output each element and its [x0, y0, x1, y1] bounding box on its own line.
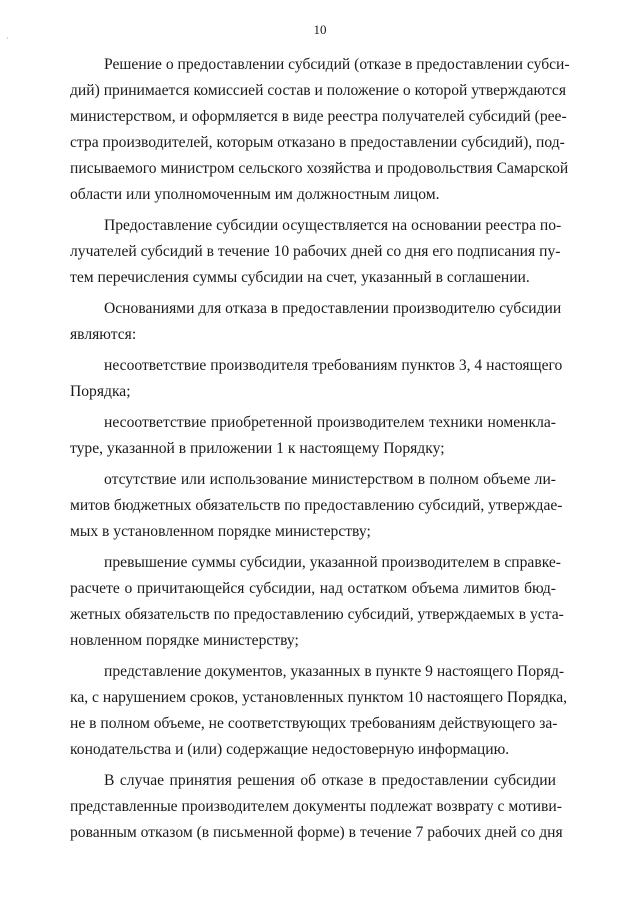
text-line: несоответствие приобретенной производителем техники номенкла-	[104, 414, 556, 431]
text-line: туре, указанной в приложении 1 к настоящему Порядку;	[70, 440, 445, 457]
text-line: отсутствие или использование министерством в полном объеме ли-	[104, 471, 556, 488]
text-line: не в полном объеме, не соответствующих требованиям действующего за-	[70, 715, 558, 732]
text-line: являются:	[70, 326, 137, 343]
text-line: представление документов, указанных в пункте 9 настоящего Поряд-	[104, 663, 565, 680]
text-line: жетных обязательств по предоставлению субсидий, утверждаемых в уста-	[70, 606, 564, 623]
text-line: министерством, и оформляется в виде реестра получателей субсидий (рее-	[70, 108, 567, 125]
list-item-requirements	[70, 353, 563, 405]
text-line: расчете о причитающейся субсидии, над остатком объема лимитов бюд-	[70, 580, 556, 597]
text-line: писываемого министром сельского хозяйства и продовольствия Самарской	[70, 160, 569, 177]
text-line: Предоставление субсидии осуществляется на основании реестра по-	[104, 217, 562, 234]
text-line: лучателей субсидий в течение 10 рабочих дней со дня его подписания пу-	[70, 243, 561, 260]
paragraph-return-documents	[70, 768, 563, 846]
list-item-documents	[70, 659, 568, 763]
page-number: 10	[313, 22, 327, 37]
text-line: митов бюджетных обязательств по предоставлению субсидий, утверждае-	[70, 497, 563, 514]
text-line: стра производителей, которым отказано в предоставлении субсидий), под-	[70, 134, 565, 151]
text-line: превышение суммы субсидии, указанной производителем в справке-	[104, 554, 561, 571]
text-line: несоответствие производителя требованиям пунктов 3, 4 настоящего	[104, 357, 563, 374]
text-line: Порядка;	[70, 383, 131, 400]
margin-mark: ·	[6, 34, 9, 43]
text-line: ка, с нарушением сроков, установленных пунктом 10 настоящего Порядка,	[70, 689, 568, 706]
text-line: тем перечисления суммы субсидии на счет, указанный в соглашении.	[70, 269, 530, 286]
text-line: дий) принимается комиссией состав и положение о которой утверждаются	[70, 82, 567, 99]
paragraph-decision	[70, 52, 570, 208]
document-body	[70, 52, 570, 846]
text-line: Решение о предоставлении субсидий (отказе в предоставлении субси-	[104, 56, 570, 73]
text-line: представленные производителем документы подлежат возврату с мотиви-	[70, 798, 562, 815]
text-line: мых в установленном порядке министерству;	[70, 523, 371, 540]
text-line: рованным отказом (в письменной форме) в течение 7 рабочих дней со дня	[70, 824, 563, 841]
list-item-nomenclature	[70, 410, 556, 462]
text-line: конодательства и (или) содержащие недостоверную информацию.	[70, 741, 510, 758]
text-line: В случае принятия решения об отказе в предоставлении субсидии	[104, 772, 556, 789]
paragraph-refusal-grounds	[70, 296, 562, 348]
list-item-limits	[70, 467, 563, 545]
paragraph-payment	[70, 213, 562, 291]
text-line: Основаниями для отказа в предоставлении производителю субсидии	[104, 300, 562, 317]
list-item-excess	[70, 550, 564, 654]
text-line: области или уполномоченным им должностным лицом.	[70, 186, 440, 203]
text-line: новленном порядке министерству;	[70, 632, 299, 649]
